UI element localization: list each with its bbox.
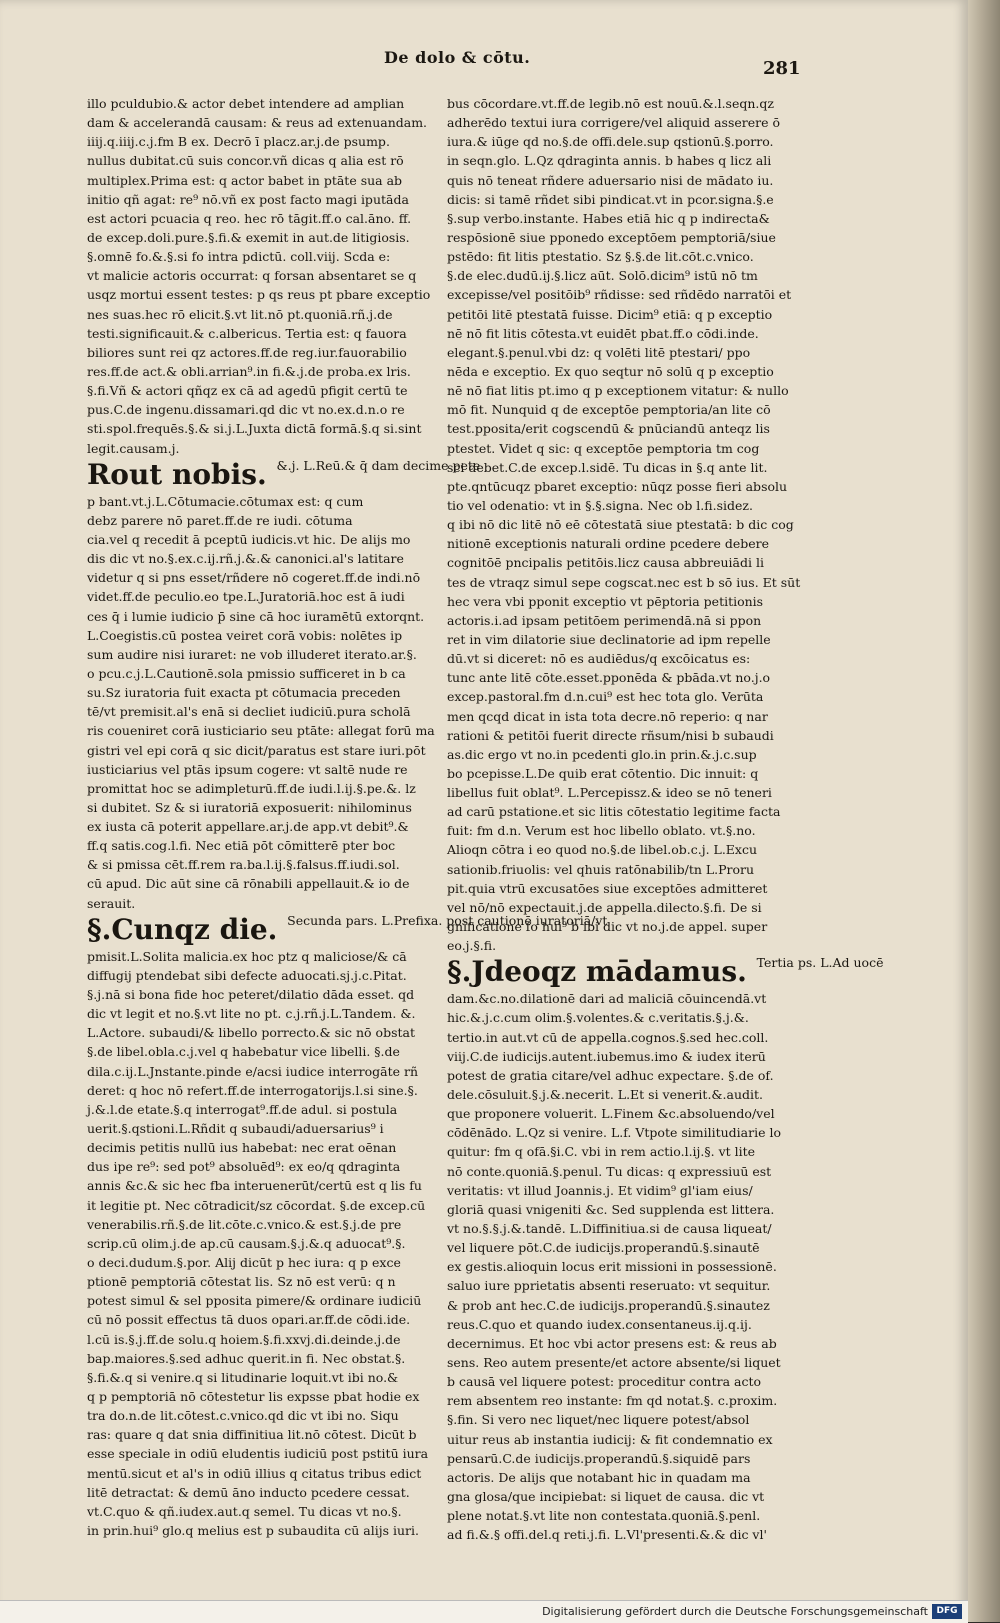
text-line: tē/vt premisit.al's enā si decliet iudiciū.pura scholā	[87, 704, 411, 720]
text-line: litē detractat: & demū āno inducto pcedere cessat.	[87, 1484, 410, 1500]
text-line: dam.&c.no.dilationē dari ad maliciā cōuincendā.vt	[447, 991, 767, 1007]
text-line: tertio.in aut.vt cū de appella.cognos.§.sed hec.coll.	[447, 1029, 769, 1045]
text-line: §.fi.Vñ & actori qñqz ex cā ad agedū pfigit certū te	[87, 383, 408, 399]
text-line: §.fin. Si vero nec liquet/nec liquere potest/absol	[447, 1412, 750, 1428]
text-line: videtur q si pns esset/rñdere nō cogeret.ff.de indi.nō	[87, 570, 421, 586]
text-line: quitur: fm q ofā.§i.C. vbi in rem actio.l.ij.§. vt lite	[447, 1144, 756, 1160]
text-line: in seqn.glo. L.Qz qdraginta annis. b habes q licz ali	[447, 153, 772, 169]
text-line: dū.vt si diceret: nō es audiēdus/q excōicatus es:	[447, 651, 751, 667]
text-line: nē nō fiat litis pt.imo q p exceptionem vitatur: & nullo	[447, 383, 789, 399]
text-line: viij.C.de iudicijs.autent.iubemus.imo & iudex iterū	[447, 1048, 766, 1064]
text-line: §.fi.&.q si venire.q si litudinarie loquit.vt ibi no.&	[87, 1369, 399, 1385]
text-line: potest simul & sel pposita pimere/& ordinare iudiciū	[87, 1293, 422, 1309]
text-line: iusticiarius vel ptās ipsum cogere: vt saltē nude re	[87, 761, 408, 777]
text-line: est actori pcuacia q reo. hec rō tāgit.ff.o cal.āno. ff.	[87, 210, 412, 226]
text-line: sti.spol.frequēs.§.& si.j.L.Juxta dictā formā.§.q si.sint	[87, 421, 422, 437]
text-line: tunc ante litē cōte.esset.pponēda & pbāda.vt no.j.o	[447, 670, 771, 686]
text-line: su.Sz iuratoria fuit exacta pt cōtumacia preceden	[87, 685, 401, 701]
text-line: annis &c.& sic hec fba interuenerūt/certū est q lis fu	[87, 1178, 422, 1194]
text-line: diffugij ptendebat sibi defecte aduocati.sj.j.c.Pitat.	[87, 967, 407, 983]
text-line: res.ff.de act.& obli.arrian⁹.in fi.&.j.de proba.ex lris.	[87, 363, 411, 379]
text-line: veritatis: vt illud Joannis.j. Et vidim⁹ gl'iam eius/	[447, 1182, 753, 1198]
text-line: ff.q satis.cog.l.fi. Nec etiā pōt cōmitterē pter boc	[87, 838, 396, 854]
footer-credit: Digitalisierung gefördert durch die Deutsche Forschungsgemeinschaft	[542, 1605, 928, 1618]
text-line: decimis petitis nullū ius habebat: nec erat oēnan	[87, 1140, 397, 1156]
text-line: bap.maiores.§.sed adhuc querit.in fi. Nec obstat.§.	[87, 1350, 406, 1366]
text-line: ces q̄ i lumie iudicio p̄ sine cā hoc iuramētū extorqnt.	[87, 608, 425, 624]
text-line: dam & accelerandā causam: & reus ad extenuandam.	[87, 115, 428, 131]
text-line: potest de gratia citare/vel adhuc expectare. §.de of.	[447, 1067, 774, 1083]
text-line: pte.qntūcuqz pbaret exceptio: nūqz posse fieri absolu	[447, 478, 788, 494]
text-line: venerabilis.rñ.§.de lit.cōte.c.vnico.& est.§.j.de pre	[87, 1216, 402, 1232]
text-line: pstēdo: fit litis ptestatio. Sz §.§.de lit.cōt.c.vnico.	[447, 249, 754, 265]
text-line: & prob ant hec.C.de iudicijs.properandū.§.sinautez	[447, 1297, 770, 1313]
text-line: promittat hoc se adimpleturū.ff.de iudi.l.ij.§.pe.&. lz	[87, 780, 416, 796]
text-line: sci debet.C.de excep.l.sidē. Tu dicas in §.q ante lit.	[447, 459, 768, 475]
text-line: excep.pastoral.fm d.n.cui⁹ est hec tota glo. Verūta	[447, 689, 764, 705]
text-line: dus ipe re⁹: sed pot⁹ absoluēd⁹: ex eo/q qdraginta	[87, 1159, 401, 1175]
text-line: bus cōcordare.vt.ff.de legib.nō est nouū.&.l.seqn.qz	[447, 96, 774, 111]
text-line: reus.C.quo et quando iudex.consentaneus.ij.q.ij.	[447, 1316, 752, 1332]
text-line: videt.ff.de peculio.eo tpe.L.Juratoriā.hoc est ā iudi	[87, 589, 405, 605]
text-line: deret: q hoc nō refert.ff.de interrogatorijs.l.si sine.§.	[87, 1082, 418, 1098]
text-line: b causā vel liquere potest: proceditur contra acto	[447, 1374, 762, 1390]
text-line: cognitōē pncipalis petitōis.licz causa abbreuiādi li	[447, 555, 764, 571]
text-line: nō conte.quoniā.§.penul. Tu dicas: q expressiuū est	[447, 1163, 772, 1179]
text-line: test.pposita/erit cogscendū & pnūciandū anteqz lis	[447, 421, 770, 437]
text-line: rem absentem reo instante: fm qd notat.§. c.proxim.	[447, 1393, 778, 1409]
text-line: as.dic ergo vt no.in pcedenti glo.in prin.&.j.c.sup	[447, 746, 757, 762]
text-line: elegant.§.penul.vbi dz: q volēti litē ptestari/ ppo	[447, 344, 751, 360]
text-line: hec vera vbi pponit exceptio vt pēptoria petitionis	[447, 593, 764, 609]
text-line: ptestet. Videt q sic: q exceptōe pemptoria tm cog	[447, 440, 760, 456]
text-line: debz parere nō paret.ff.de re iudi. cōtuma	[87, 512, 353, 528]
text-line: libellus fuit oblat⁹. L.Percepissz.& ideo se nō teneri	[447, 785, 772, 801]
text-line: vt no.§.§.j.&.tandē. L.Diffinitiua.si de causa liqueat/	[447, 1221, 772, 1237]
text-line: gnificatione fo hui⁹ b ibi dic vt no.j.de appel. super	[447, 919, 768, 935]
section-heading-ideoqz-madamus-gloss: Tertia ps. L.Ad uocē	[756, 955, 884, 971]
text-line: decernimus. Et hoc vbi actor presens est: & reus ab	[447, 1335, 777, 1351]
text-line: actoris. De alijs que notabant hic in quadam ma	[447, 1469, 751, 1485]
text-line: pit.quia vtrū excusatōes siue exceptōes admitteret	[447, 880, 768, 896]
text-line: si dubitet. Sz & si iuratoriā exposuerit: nihilominus	[87, 799, 412, 815]
text-line: esse speciale in odiū eludentis iudiciū post pstitū iura	[87, 1446, 429, 1462]
text-line: fuit: fm d.n. Verum est hoc libello oblato. vt.§.no.	[447, 823, 756, 839]
text-line: actoris.i.ad ipsam petitōem perimendā.nā si ppon	[447, 612, 762, 628]
text-line: q ibi nō dic litē nō eē cōtestatā siue ptestatā: b dic cog	[447, 517, 794, 533]
text-line: vt malicie actoris occurrat: q forsan absentaret se q	[87, 268, 417, 284]
text-line: ad fi.&.§ offi.del.q reti.j.fi. L.Vl'presenti.&.& dic vl'	[447, 1527, 767, 1543]
text-line: nullus dubitat.cū suis concor.vñ dicas q alia est rō	[87, 153, 404, 169]
text-line: pus.C.de ingenu.dissamari.qd dic vt no.ex.d.n.o re	[87, 402, 405, 418]
digitization-footer	[0, 1600, 968, 1623]
text-line: gistri vel epi corā q sic dicit/paratus est stare iuri.pōt	[87, 742, 426, 758]
right-text-column	[447, 94, 884, 1544]
text-line: q p pemptoriā nō cōtestetur lis expsse pbat hodie ex	[87, 1389, 420, 1404]
text-line: gloriā quasi vnigeniti &c. Sed supplenda est littera.	[447, 1201, 775, 1217]
text-line: nes suas.hec rō elicit.§.vt lit.nō pt.quoniā.rñ.j.de	[87, 306, 393, 322]
text-line: uitur reus ab instantia iudicij: & fit condemnatio ex	[447, 1431, 773, 1447]
text-line: cū nō possit effectus tā duos opari.ar.ff.de cōdi.ide.	[87, 1312, 411, 1328]
text-line: testi.significauit.& c.albericus. Tertia est: q fauora	[87, 325, 407, 341]
text-line: dele.cōsuluit.§.j.&.necerit. L.Et si venerit.&.audit.	[447, 1087, 764, 1103]
text-line: biliores sunt rei qz actores.ff.de reg.iur.fauorabilio	[87, 344, 407, 360]
text-line: L.Coegistis.cū postea veiret corā vobis: nolētes ip	[87, 627, 403, 643]
text-line: usqz mortui essent testes: p qs reus pt pbare exceptio	[87, 287, 431, 303]
text-line: illo pculdubio.& actor debet intendere ad amplian	[87, 96, 405, 111]
section-heading-cunqz-die-gloss: Secunda pars. L.Prefixa. post cautionē iuratoriā/vt	[287, 912, 608, 928]
text-line: & si pmissa cēt.ff.rem ra.ba.l.ij.§.falsus.ff.iudi.sol.	[87, 857, 400, 873]
text-line: nēda e exceptio. Ex quo seqtur nō solū q p exceptio	[447, 363, 774, 379]
text-line: vt.C.quo & qñ.iudex.aut.q semel. Tu dicas vt no.§.	[87, 1503, 402, 1519]
text-line: dila.c.ij.L.Jnstante.pinde e/acsi iudice interrogāte rñ	[87, 1063, 419, 1079]
text-line: cōdēnādo. L.Qz si venire. L.f. Vtpote similitudiarie lo	[447, 1125, 782, 1141]
text-line: tes de vtraqz simul sepe cogscat.nec est b sō ius. Et sūt	[447, 574, 801, 590]
text-line: o deci.dudum.§.por. Alij dicūt p hec iura: q p exce	[87, 1255, 401, 1271]
text-line: p bant.vt.j.L.Cōtumacie.cōtumax est: q cum	[87, 493, 364, 509]
text-line: ptionē pemptoriā cōtestat lis. Sz nō est verū: q n	[87, 1274, 396, 1290]
text-line: cia.vel q recedit ā pceptū iudicis.vt hic. De alijs mo	[87, 531, 411, 547]
text-line: dis dic vt no.§.ex.c.ij.rñ.j.&.& canonici.al's latitare	[87, 551, 404, 567]
text-line: gna glosa/que incipiebat: si liquet de causa. dic vt	[447, 1488, 765, 1504]
page-edge	[968, 0, 1000, 1622]
text-line: dic vt legit et no.§.vt lite no pt. c.j.rñ.j.L.Tandem. &.	[87, 1006, 416, 1022]
text-line: §.j.nā si bona fide hoc peteret/dilatio dāda esset. qd	[87, 987, 415, 1003]
text-line: excepisse/vel positōib⁹ rñdisse: sed rñdēdo narratōi et	[447, 287, 792, 303]
text-line: bo pcepisse.L.De quib erat cōtentio. Dic innuit: q	[447, 765, 759, 781]
text-line: tio vel odenatio: vt in §.§.signa. Nec ob l.fi.sidez.	[447, 497, 753, 513]
text-line: multiplex.Prima est: q actor babet in ptāte sua ab	[87, 172, 403, 188]
text-line: ras: quare q dat snia diffinitiua lit.nō cōtest. Dicūt b	[87, 1427, 417, 1443]
text-line: petitōi litē ptestatā fuisse. Dicim⁹ etiā: q p exceptio	[447, 306, 773, 322]
section-heading-rout-nobis	[87, 457, 481, 492]
running-title: De dolo & cōtu.	[384, 48, 531, 67]
text-line: saluo iure pprietatis absenti reseruato: vt sequitur.	[447, 1278, 771, 1294]
text-line: que proponere voluerit. L.Finem &c.absoluendo/vel	[447, 1106, 775, 1122]
text-line: vel nō/nō expectauit.j.de appella.dilecto.§.fi. De si	[447, 899, 762, 915]
section-heading-ideoqz-madamus-text: §.Jdeoqz mādamus.	[447, 955, 747, 989]
text-line: o pcu.c.j.L.Cautionē.sola pmissio sufficeret in b ca	[87, 665, 406, 681]
text-line: §.de elec.dudū.ij.§.licz aūt. Solō.dicim⁹ istū nō tm	[447, 268, 758, 284]
text-line: adherēdo textui iura corrigere/vel aliquid asserere ō	[447, 115, 781, 131]
text-line: ex iusta cā poterit appellare.ar.j.de app.vt debit⁹.&	[87, 819, 409, 835]
text-line: initio qñ agat: re⁹ nō.vñ ex post facto magi iputāda	[87, 191, 409, 207]
text-line: plene notat.§.vt lite non contestata.quoniā.§.penl.	[447, 1508, 761, 1524]
text-line: ex gestis.alioquin locus erit missioni in possessionē.	[447, 1259, 777, 1275]
section-heading-rout-nobis-text: Rout nobis.	[87, 457, 267, 491]
text-line: dicis: si tamē rñdet sibi pindicat.vt in pcor.signa.§.e	[447, 191, 774, 207]
text-line: scrip.cū olim.j.de ap.cū causam.§.j.&.q aduocat⁹.§.	[87, 1235, 406, 1251]
text-line: l.cū is.§.j.ff.de solu.q hoiem.§.fi.xxvj.di.deinde.j.de	[87, 1331, 401, 1347]
text-line: uerit.§.qstioni.L.Rñdit q subaudi/aduersarius⁹ i	[87, 1121, 384, 1137]
text-line: §.de libel.obla.c.j.vel q habebatur vice libelli. §.de	[87, 1044, 400, 1060]
text-line: sens. Reo autem presente/et actore absente/si liquet	[447, 1355, 781, 1370]
text-line: de excep.doli.pure.§.fi.& exemit in aut.de litigiosis.	[87, 229, 410, 245]
text-line: respōsionē siue pponedo exceptōem pemptoriā/siue	[447, 229, 776, 245]
text-line: pmisit.L.Solita malicia.ex hoc ptz q maliciose/& cā	[87, 948, 407, 964]
text-line: L.Actore. subaudi/& libello porrecto.& sic nō obstat	[87, 1025, 415, 1041]
text-line: §.omnē fo.&.§.si fo intra pdictū. coll.viij. Scda e:	[87, 249, 391, 265]
text-line: Alioqn cōtra i eo quod no.§.de libel.ob.c.j. L.Excu	[447, 842, 758, 858]
section-heading-ideoqz-madamus	[447, 955, 884, 989]
text-line: men qcqd dicat in ista tota decre.nō reperio: q nar	[447, 708, 768, 724]
text-line: nitionē exceptionis naturali ordine pcedere debere	[447, 536, 770, 552]
text-line: rationi & petitōi fuerit directe rñsum/nisi b subaudi	[447, 727, 774, 743]
folio-number: 281	[763, 58, 801, 79]
section-heading-rout-nobis-gloss: &.j. L.Reū.& q̄ dam decime pete	[276, 457, 481, 473]
text-line: eo.j.§.fi.	[447, 938, 497, 954]
text-line: ret in vim dilatorie siue declinatorie ad ipm repelle	[447, 631, 771, 647]
section-heading-cunqz-die-text: §.Cunqz die.	[87, 912, 278, 946]
text-line: iura.& iūge qd no.§.de offi.dele.sup qstionū.§.porro.	[447, 134, 774, 150]
text-line: sationib.friuolis: vel qhuis ratōnabilib/tn L.Proru	[447, 861, 755, 877]
text-line: j.&.l.de etate.§.q interrogat⁹.ff.de adul. si postula	[87, 1101, 398, 1117]
text-line: legit.causam.j.	[87, 440, 180, 456]
text-line: tra do.n.de lit.cōtest.c.vnico.qd dic vt ibi no. Siqu	[87, 1408, 399, 1424]
text-line: sum audire nisi iuraret: ne vob illuderet iterato.ar.§.	[87, 646, 417, 662]
text-line: mentū.sicut et al's in odiū illius q citatus tribus edict	[87, 1465, 422, 1481]
text-line: in prin.hui⁹ glo.q melius est p subaudita cū alijs iuri.	[87, 1522, 419, 1538]
text-line: pensarū.C.de iudicijs.properandū.§.siquidē pars	[447, 1450, 751, 1466]
text-line: cū apud. Dic aūt sine cā rōnabili appellauit.& io de	[87, 876, 410, 892]
text-line: ris coueniret corā iusticiario seu ptāte: allegat forū ma	[87, 723, 435, 739]
text-line: quis nō teneat rñdere aduersario nisi de mādato iu.	[447, 172, 774, 188]
text-line: ad carū pstatione.et sic litis cōtestatio legitime facta	[447, 804, 781, 820]
dfg-logo: DFG	[932, 1604, 962, 1619]
text-line: mō fit. Nunquid q de exceptōe pemptoria/an lite cō	[447, 402, 771, 418]
text-line: §.sup verbo.instante. Habes etiā hic q p indirecta&	[447, 210, 770, 226]
text-line: serauit.	[87, 895, 136, 911]
text-line: iiij.q.iiij.c.j.fm B ex. Decrō ī placz.ar.j.de psump.	[87, 134, 390, 150]
text-line: hic.&.j.c.cum olim.§.volentes.& c.veritatis.§.j.&.	[447, 1010, 749, 1026]
text-line: vel liquere pōt.C.de iudicijs.properandū.§.sinautē	[447, 1240, 760, 1256]
text-line: it legitie pt. Nec cōtradicit/sz cōcordat. §.de excep.cū	[87, 1197, 426, 1213]
text-line: nē nō fit litis cōtesta.vt euidēt pbat.ff.o cōdi.inde.	[447, 325, 759, 341]
